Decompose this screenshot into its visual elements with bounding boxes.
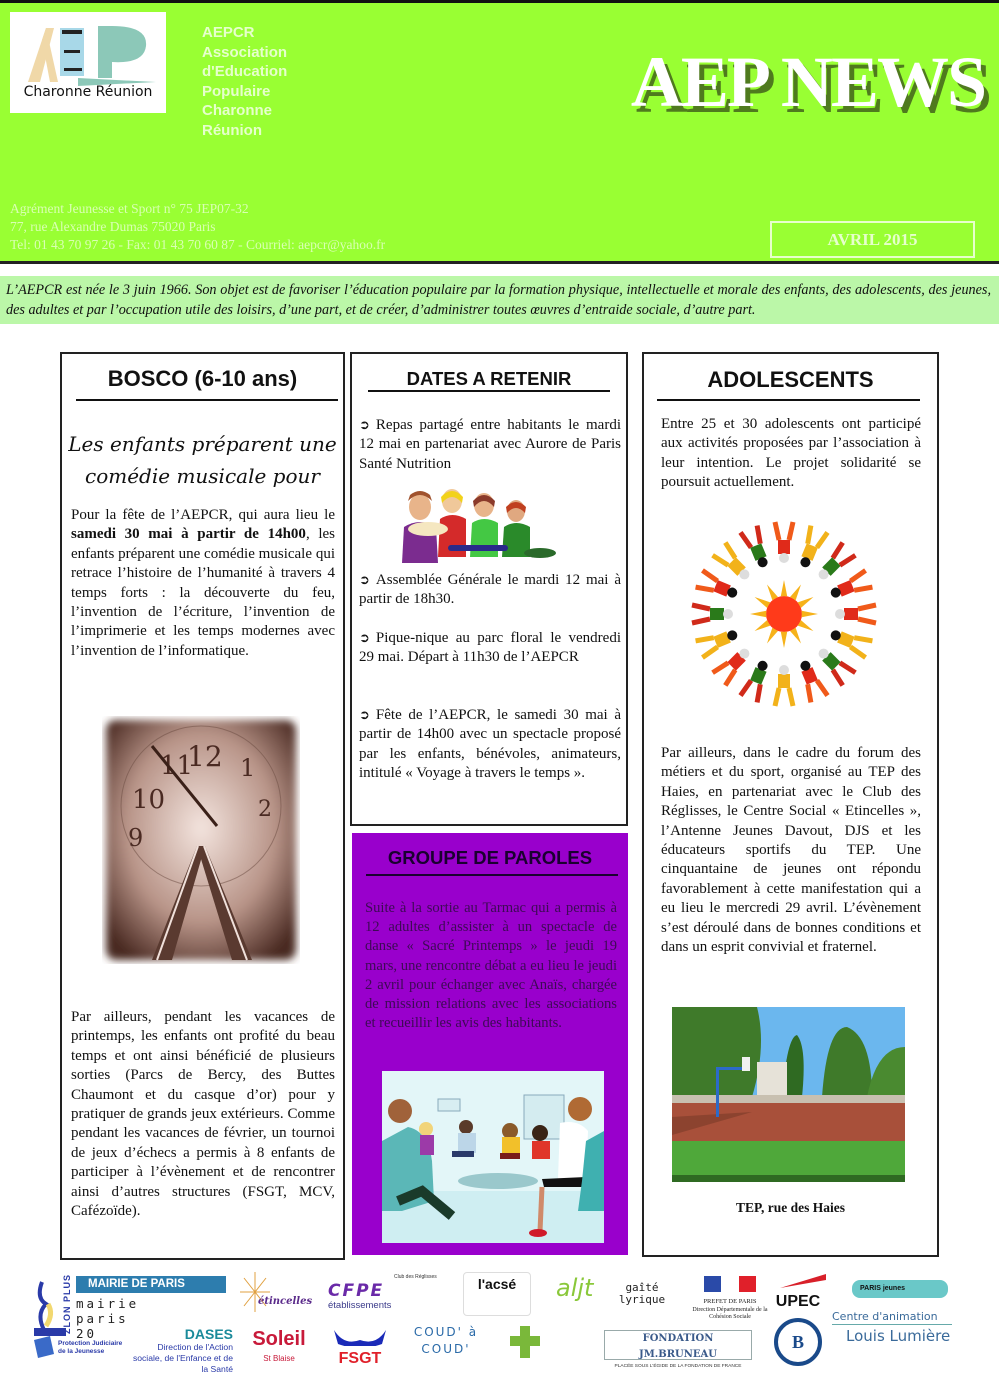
section-title: BOSCO (6-10 ans) [107, 366, 298, 391]
partner-name: ZLON PLUS [62, 1274, 72, 1334]
dancing-child-figure [814, 644, 856, 686]
sun-ray [781, 632, 787, 648]
partner-logo-prefet-paris [690, 1276, 770, 1332]
pjj-logo-icon [32, 1334, 56, 1360]
partner-name: Direction de l'Action sociale, de l'Enfance et de la Santé [132, 1342, 233, 1374]
fsgt-figure-icon [332, 1326, 388, 1346]
svg-text:12: 12 [187, 740, 223, 773]
org-line: Populaire [202, 82, 271, 100]
sun-ray [755, 597, 771, 608]
sun-ray [790, 585, 801, 601]
dancing-child-figure [713, 543, 755, 585]
discussion-group-illustration [382, 1071, 604, 1243]
address-line: 77, rue Alexandre Dumas 75020 Paris [10, 219, 216, 234]
partner-name: B [791, 1332, 804, 1352]
arrow-right-icon: ➲ [359, 418, 370, 433]
dancing-child-figure [692, 605, 733, 623]
shared-meal-illustration [400, 487, 560, 563]
partner-name: FONDATION JM.BRUNEAU [638, 1333, 717, 1360]
paragraph-text: Pour la fête de l’AEPCR, qui aura lieu le [71, 507, 335, 523]
partner-logo-etincelles [236, 1272, 316, 1322]
partner-name: étincelles [258, 1296, 313, 1307]
dancing-child-figure [828, 625, 873, 657]
intro-banner: L’AEPCR est née le 3 juin 1966. Son objet est de favoriser l’éducation populaire par la formation physique, intellectuelle et morale des enfants, des adolescents, des jeunes, des adultes et par l’occupation utile des loisirs, d’une part, et de créer, d’administrer toutes œuvres d’entraide sociale, d’autre part. [0, 276, 999, 324]
partner-name: mairie paris 20 [76, 1296, 140, 1341]
subheading-line: Les enfants préparent une [68, 432, 337, 456]
org-line: Association [202, 43, 288, 61]
dancing-child-figure [775, 665, 793, 706]
partner-logo-pjj [32, 1334, 132, 1364]
event-date-highlight: samedi 30 mai à partir de 14h00 [71, 526, 306, 543]
org-line: Réunion [202, 121, 262, 139]
masthead-title: AEP NEWS [630, 42, 985, 122]
green-cross-icon [510, 1322, 560, 1362]
sun-ray [767, 585, 778, 601]
svg-text:9: 9 [128, 824, 144, 852]
dancing-child-figure [696, 625, 741, 657]
partner-name: Protection Judiciaire de la Jeunesse [58, 1340, 123, 1355]
article-paragraph: Entre 25 et 30 adolescents ont participé aux activités proposées par l’association à leur intention. Le projet solidarité se poursuit actuellement. [661, 416, 921, 491]
partner-logo-fondation-bruneau [604, 1330, 752, 1369]
clock-railway-image [102, 716, 300, 964]
partner-name: PREFET DE PARIS [703, 1298, 757, 1305]
date-item-text: Pique-nique au parc floral le vendredi 29 mai. Départ à 11h30 de l’AEPCR [359, 630, 621, 666]
partner-logo-mairie-paris: MAIRIE DE PARIS [76, 1276, 226, 1293]
sun-ray [755, 620, 771, 631]
section-title: DATES A RETENIR [406, 368, 572, 389]
svg-text:10: 10 [132, 785, 166, 815]
partner-logo-louis-lumiere [832, 1310, 952, 1360]
arrow-right-icon: ➲ [359, 631, 370, 646]
dancing-child-figure [740, 526, 772, 571]
partner-name: Club des Réglisses [394, 1274, 437, 1280]
date-item [359, 629, 621, 668]
partner-logo-acse: l'acsé [463, 1272, 531, 1316]
newsletter-header [0, 0, 999, 264]
article-subheading [62, 428, 343, 492]
dancing-child-figure [696, 570, 741, 602]
org-line: AEPCR [202, 24, 255, 41]
accreditation-line: Agrément Jeunesse et Sport n° 75 JEP07-32 [10, 201, 249, 216]
date-item [359, 416, 621, 474]
dancing-child-figure [713, 644, 755, 686]
partner-name: FSGT [338, 1350, 382, 1367]
dates-section [350, 352, 628, 826]
title-underline [368, 390, 610, 392]
dancing-child-figure [835, 605, 876, 623]
partner-logo-upec [770, 1274, 826, 1314]
date-item-text: Fête de l’AEPCR, le samedi 30 mai à partir de 14h00 avec un spectacle proposé par les enfants, bénévoles, animateurs, intitulé « Voyage à travers le temps ». [359, 707, 621, 782]
date-item [359, 571, 621, 610]
title-underline [657, 399, 920, 401]
contact-info [10, 200, 480, 254]
partner-name: PLACÉE SOUS L'ÉGIDE DE LA FONDATION DE FRANCE [614, 1364, 742, 1369]
partner-name: Direction Départementale de la Cohésion Sociale [692, 1307, 768, 1320]
article-paragraph: Suite à la sortie au Tarmac qui a permis à 12 adultes d’assister à un spectacle de danse « Sacré Printemps » le jeudi 19 mars, une rencontre débat a eu lieu le jeudi 2 avril pour échanger avec Anaïs, chargée de mission relations avec les associations et recueillir les avis des habitants. [365, 900, 617, 1032]
article-paragraph: Par ailleurs, pendant les vacances de printemps, les enfants ont profité du beau temps et ont ainsi bénéficié de plusieurs sorties (Parcs de Bercy, des Buttes Chaumont et du casque d’or) pour y pratiquer de grands jeux extérieurs. Comme pendant les vacances de février, un tournoi de jeux d’échecs a permis à 8 enfants de participer à l’évènement et de rencontrer ainsi d’autres structures (FSGT, MCV, Cafézoïde). [71, 1009, 335, 1220]
date-item [359, 706, 621, 784]
section-title: ADOLESCENTS [707, 367, 874, 392]
article-paragraph: Par ailleurs, dans le cadre du forum des métiers et du sport, organisé au TEP des Haies, en partenariat avec le Club des Réglisses, le Centre Social « Etincelles », l’Antenne Jeunes Davout, DJS et les éducateurs sportifs du TEP. Une cinquantaine de jeunes ont répondu favorablement à cette manifestation qui a eu lieu le mercredi 29 avril. L’évènement s’est déroulé dans de bonnes conditions et dans un esprit convivial et fraternel. [661, 745, 921, 956]
date-item-text: Repas partagé entre habitants le mardi 12 mai en partenariat avec Aurore de Paris Santé Nutrition [359, 417, 621, 472]
partner-name: DASES [184, 1326, 233, 1342]
aep-logo [10, 12, 166, 113]
paroles-section [352, 833, 628, 1255]
sun-ray [750, 611, 766, 617]
partner-logo-zlon [34, 1274, 74, 1336]
title-underline [76, 399, 338, 401]
issue-date-badge: AVRIL 2015 [770, 221, 975, 258]
partner-name: UPEC [775, 1293, 821, 1310]
partner-logo-green-cross [510, 1322, 560, 1362]
partner-name: Centre d'animation [832, 1310, 952, 1325]
french-flag-icon [704, 1276, 756, 1292]
partner-name: CFPE [328, 1281, 385, 1301]
organization-name [202, 23, 322, 140]
subheading-line: comédie musicale pour [85, 464, 320, 488]
dancing-child-figure [795, 658, 827, 703]
section-title: GROUPE DE PAROLES [387, 847, 593, 868]
sun-ray [798, 597, 814, 608]
svg-text:2: 2 [258, 797, 272, 822]
sun-ray [781, 580, 787, 596]
svg-text:1: 1 [240, 754, 256, 782]
article-paragraph [71, 506, 335, 661]
phone-email-line: Tel: 01 43 70 97 26 - Fax: 01 43 70 60 87 - Courriel: aepcr@yahoo.fr [10, 237, 386, 252]
dancing-child-figure [814, 543, 856, 585]
partner-logo-soleil [246, 1328, 312, 1368]
paragraph-text: , les enfants préparent une comédie musicale qui retrace l’histoire de l’humanité à travers 4 temps forts : la découverte du feu, l’invention de l’écriture, l’invention de l’imprimerie et les temps modernes avec l’invention de l’informatique. [71, 526, 335, 659]
sun-ray [767, 628, 778, 644]
dancing-child-figure [828, 570, 873, 602]
sun-ray [798, 620, 814, 631]
tep-sports-ground-photo [672, 1007, 905, 1182]
partner-logo-gaite-lyrique: gaîté lyrique [618, 1281, 666, 1306]
upec-slash-icon [770, 1274, 826, 1288]
partner-logo-cfpe [328, 1274, 438, 1326]
arrow-right-icon: ➲ [359, 708, 370, 723]
partner-name: établissements [328, 1300, 392, 1311]
logo-caption: Charonne Réunion [23, 84, 153, 100]
partner-logo-coud-a-coud: COUD' à COUD' [413, 1325, 479, 1356]
org-line: d'Education [202, 63, 288, 80]
partner-logo-aljt: aljt [556, 1274, 594, 1302]
dancing-child-figure [775, 522, 793, 563]
partner-name: Louis Lumière [846, 1327, 951, 1345]
org-line: Charonne [202, 102, 273, 119]
dancing-child-figure [740, 658, 772, 703]
partner-name: St Blaise [263, 1354, 295, 1363]
partner-name: Soleil [252, 1328, 306, 1350]
title-underline [366, 874, 618, 876]
partner-logo-fsgt [330, 1326, 390, 1368]
partner-logo-dases [128, 1326, 233, 1374]
adolescents-section [642, 352, 939, 1257]
dancing-child-figure [795, 526, 827, 571]
partner-logo-paris-jeunes: PARIS jeunes [852, 1280, 948, 1298]
arrow-right-icon: ➲ [359, 573, 370, 588]
partner-logos [0, 1262, 999, 1377]
sun-ray [802, 611, 818, 617]
circle-of-children-illustration [684, 514, 884, 714]
svg-text:11: 11 [160, 751, 194, 781]
photo-caption: TEP, rue des Haies [735, 1200, 845, 1215]
date-item-text: Assemblée Générale le mardi 12 mai à partir de 18h30. [359, 572, 621, 608]
partner-logo-bibliotheque [774, 1318, 822, 1366]
aep-logo-icon [18, 20, 158, 86]
bosco-section [60, 352, 345, 1260]
sun-ray [790, 628, 801, 644]
